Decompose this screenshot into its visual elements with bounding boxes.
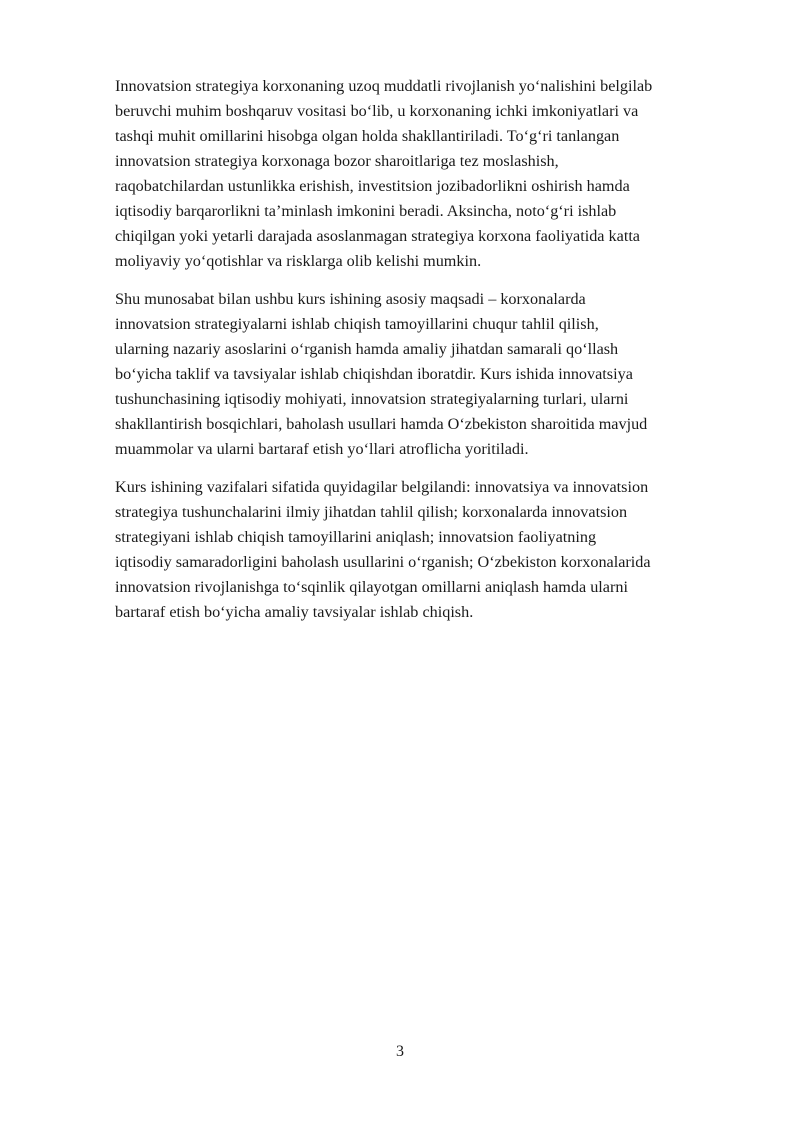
paragraph-introduction: Innovatsion strategiya korxonaning uzoq muddatli rivojlanish yo‘nalishini belgilab beruvchi muhim boshqaruv vositasi bo‘lib, u korxonaning ichki imkoniyatlari va tashqi muhit omillarini hisobga olgan holda shakllantiriladi. To‘g‘ri tanlangan innovatsion strategiya korxonaga bozor sharoitlariga tez moslashish, raqobatchilardan ustunlikka erishish, investitsion jozibadorlikni oshirish hamda iqtisodiy barqarorlikni ta’minlash imkonini beradi. Aksincha, noto‘g‘ri ishlab chiqilgan yoki yetarli darajada asoslanmagan strategiya korxona faoliyatida katta moliyaviy yo‘qotishlar va risklarga olib kelishi mumkin. xyxy=(115,77,653,270)
body-text xyxy=(115,74,745,638)
page-number: 3 xyxy=(396,1043,404,1060)
paragraph-purpose: Shu munosabat bilan ushbu kurs ishining asosiy maqsadi – korxonalarda innovatsion strategiyalarni ishlab chiqish tamoyillarini chuqur tahlil qilish, ularning nazariy asoslarini o‘rganish hamda amaliy jihatdan samarali qo‘llash bo‘yicha taklif va tavsiyalar ishlab chiqishdan iboratdir. Kurs ishida innovatsiya tushunchasining iqtisodiy mohiyati, innovatsion strategiyalarning turlari, ularni shakllantirish bosqichlari, baholash usullari hamda O‘zbekiston sharoitida mavjud muammolar va ularni bartaraf etish yo‘llari atroflicha yoritiladi. xyxy=(115,290,648,458)
paragraph-tasks: Kurs ishining vazifalari sifatida quyidagilar belgilandi: innovatsiya va innovatsion strategiya tushunchalarini ilmiy jihatdan tahlil qilish; korxonalarda innovatsion strategiyani ishlab chiqish tamoyillarini aniqlash; innovatsion faoliyatning iqtisodiy samaradorligini baholash usullarini o‘rganish; O‘zbekiston korxonalarida innovatsion rivojlanishga to‘sqinlik qilayotgan omillarni aniqlash hamda ularni bartaraf etish bo‘yicha amaliy tavsiyalar ishlab chiqish. xyxy=(115,478,651,621)
